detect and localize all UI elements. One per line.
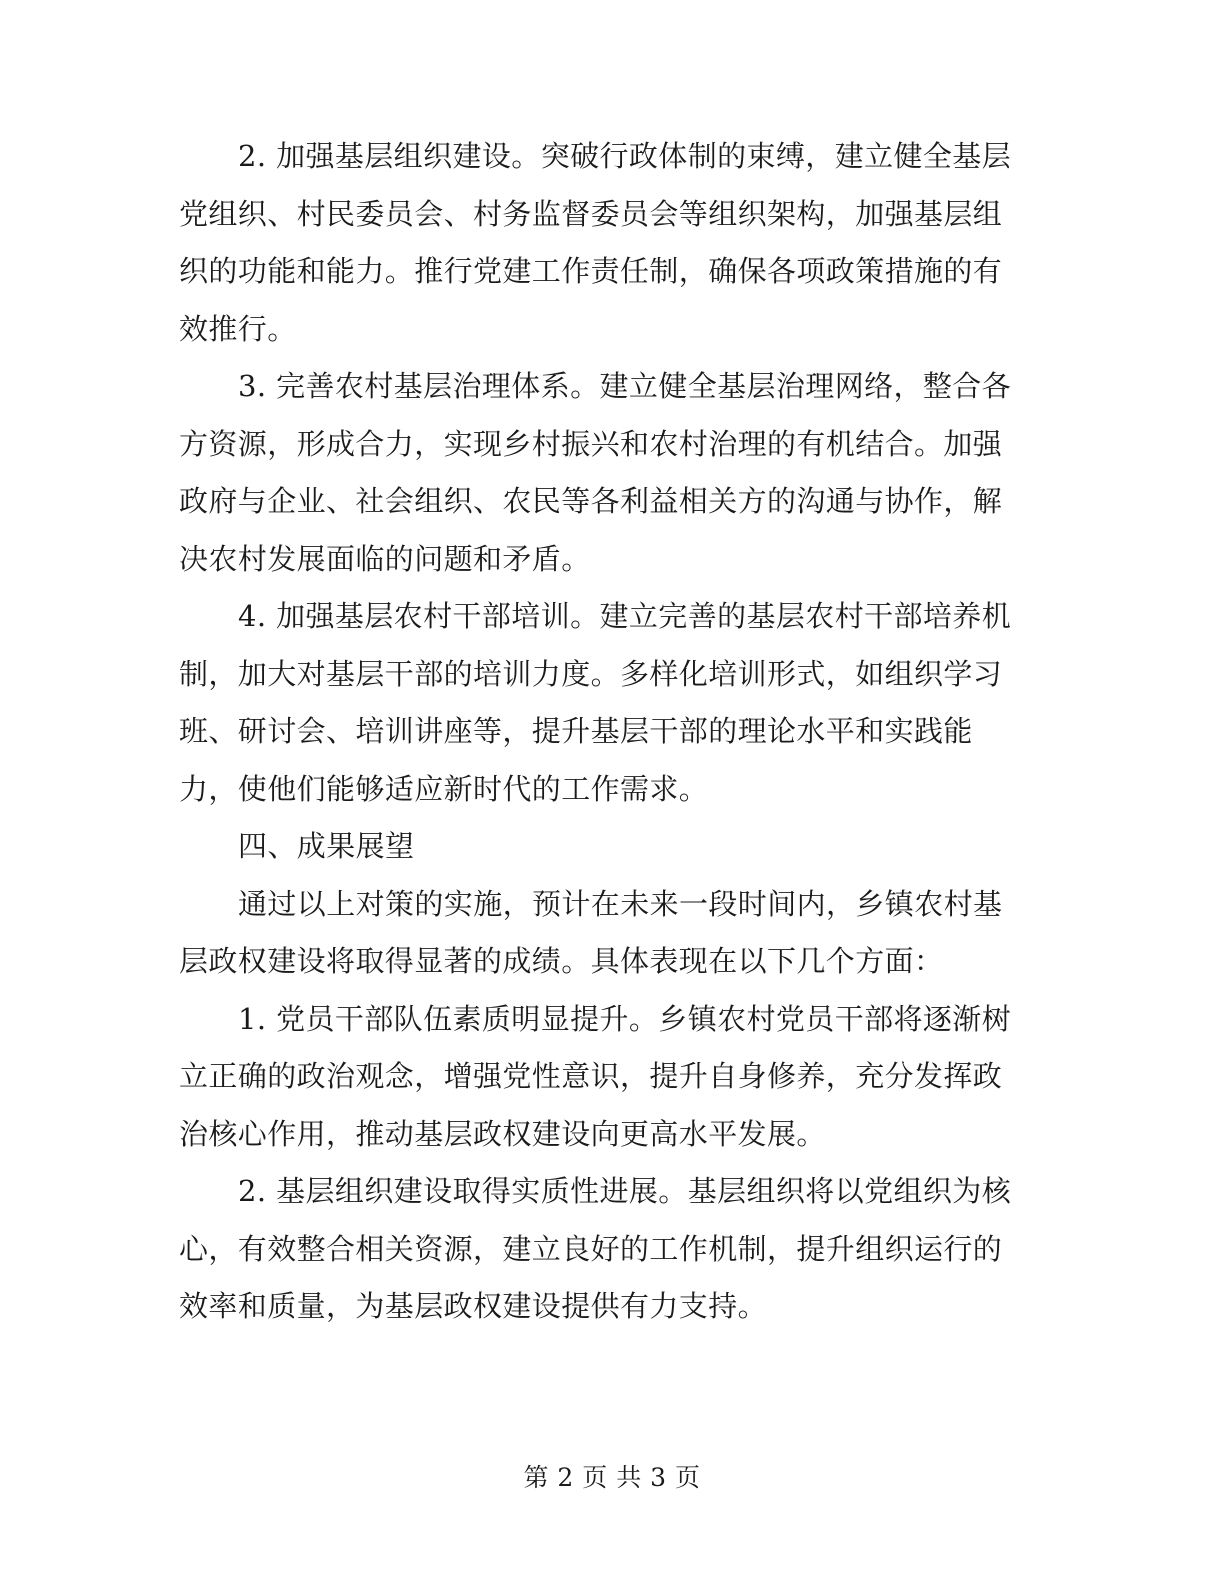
paragraph-outlook-2 <box>179 1163 1059 1336</box>
text-line: 通过以上对策的实施，预计在未来一段时间内，乡镇农村基 <box>238 886 1003 921</box>
section-heading: 四、成果展望 <box>238 829 415 863</box>
section-heading-outlook <box>179 818 1059 876</box>
text-line: 决农村发展面临的问题和矛盾。 <box>179 541 591 576</box>
text-line: 层政权建设将取得显著的成绩。具体表现在以下几个方面： <box>179 944 944 978</box>
text-line: 1. 党员干部队伍素质明显提升。乡镇农村党员干部将逐渐树 <box>238 1001 1012 1036</box>
text-line: 2. 加强基层组织建设。突破行政体制的束缚，建立健全基层 <box>238 139 1012 173</box>
paragraph-outlook-1 <box>179 991 1059 1164</box>
text-line: 方资源，形成合力，实现乡村振兴和农村治理的有机结合。加强 <box>179 426 1003 461</box>
text-line: 织的功能和能力。推行党建工作责任制，确保各项政策措施的有 <box>179 254 1003 288</box>
text-line: 治核心作用，推动基层政权建设向更高水平发展。 <box>179 1116 826 1151</box>
text-line: 2. 基层组织建设取得实质性进展。基层组织将以党组织为核 <box>238 1174 1012 1208</box>
text-line: 效推行。 <box>179 311 297 346</box>
text-line: 力，使他们能够适应新时代的工作需求。 <box>179 771 709 806</box>
document-body <box>179 128 1059 1336</box>
page-number-footer: 第 2 页 共 3 页 <box>523 1463 701 1492</box>
paragraph-4-training <box>179 588 1059 818</box>
paragraph-outlook-intro <box>179 876 1059 991</box>
text-line: 心，有效整合相关资源，建立良好的工作机制，提升组织运行的 <box>179 1231 1003 1266</box>
text-line: 效率和质量，为基层政权建设提供有力支持。 <box>179 1289 768 1323</box>
text-line: 立正确的政治观念，增强党性意识，提升自身修养，充分发挥政 <box>179 1059 1003 1093</box>
text-line: 班、研讨会、培训讲座等，提升基层干部的理论水平和实践能 <box>179 714 973 748</box>
text-line: 4. 加强基层农村干部培训。建立完善的基层农村干部培养机 <box>238 599 1012 633</box>
paragraph-3-governance <box>179 358 1059 588</box>
paragraph-2-org-building <box>179 128 1059 358</box>
text-line: 制，加大对基层干部的培训力度。多样化培训形式，如组织学习 <box>179 656 1003 691</box>
text-line: 3. 完善农村基层治理体系。建立健全基层治理网络，整合各 <box>238 369 1012 403</box>
text-line: 党组织、村民委员会、村务监督委员会等组织架构，加强基层组 <box>179 196 1003 231</box>
text-line: 政府与企业、社会组织、农民等各利益相关方的沟通与协作，解 <box>179 484 1003 518</box>
